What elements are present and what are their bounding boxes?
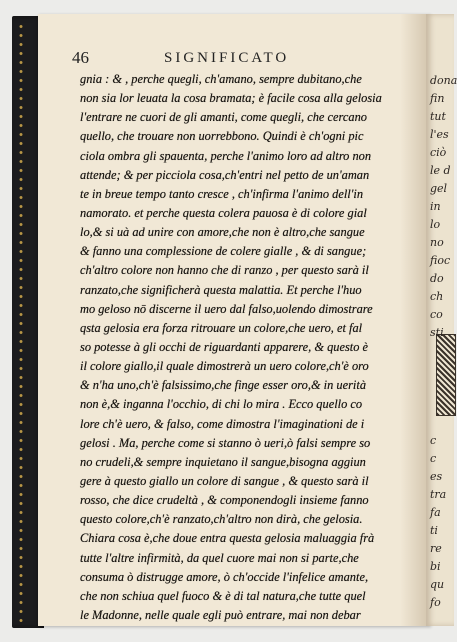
next-page-fragment: ciò [430,146,447,159]
text-line: gnia : & , perche quegli, ch'amano, sempre dubitano,che [80,72,362,86]
text-line: attende; & per picciola cosa,ch'entri nel petto de un'aman [80,167,370,182]
text-line: consuma ò distrugge amore, ò ch'occide l'infelice amante, [80,569,369,584]
body-text [80,70,412,625]
text-line: mo geloso nō discerne il uero dal falso,uolendo dimostrare [80,301,373,316]
text-line: non sia lor leuata la cosa bramata; è facile cosa alla gelosia [80,91,382,106]
text-line: ranzato,che significherà questa malattia. Et perche l'huo [80,282,362,297]
next-page-fragment: ch [430,290,444,303]
text-line: so potesse à gli occhi de riguardanti apparere, & questo è [80,339,369,354]
text-line: questo colore,ch'è ranzato,ch'altro non dirà, che gelosia. [80,512,363,527]
text-line: te in breue tempo tanto cresce , ch'infirma l'animo dell'in [80,186,364,201]
text-line: quello, che trouare non uorrebbono. Quindi è ch'ogni pic [80,129,364,144]
next-page-fragment: es [430,470,443,483]
page-header [72,48,372,70]
cover-gilt-ornament [17,22,25,622]
next-page-fragment: c [430,452,437,465]
next-page-fragment: in [430,200,441,213]
text-line: le Madonne, nelle quale egli può entrare, mai non debar [80,607,361,622]
next-page-fragment: sti [430,326,444,339]
text-line: no crudeli,& sempre inquietano il sangue,bisogna aggiun [80,454,366,469]
text-line: Chiara cosa è,che doue entra questa gelosia maluaggia frà [80,531,375,546]
next-page-fragment: fin [430,92,445,105]
next-page-fragment: tra [430,488,447,501]
next-page-fragment: ti [430,524,438,537]
text-line: non è,& inganna l'occhio, di chi lo mira . Ecco quello co [80,397,363,412]
text-line: tutte l'altre infirmità, da quel cuore mai non si parte,che [80,550,359,565]
next-page-fragment: dona [430,74,457,87]
next-page-woodcut-ornament [436,334,456,416]
next-page-fragment: c [430,434,437,447]
text-line: lo,& si uà ad unire con amore,che non è altro,che sangue [80,225,365,240]
next-page-fragment: tut [430,110,446,123]
running-head: SIGNIFICATO [164,50,290,66]
next-page-fragment: l'es [430,128,449,141]
page-number: 46 [72,48,89,67]
text-line: namorato. et perche questa colera pauosa è di colore gial [80,205,367,220]
text-line: rosso, che dice crudeltà , & componendogli insieme fanno [80,493,369,508]
next-page-fragment: co [430,308,443,321]
next-page-fragment: fa [430,506,441,519]
text-line: che non schiua quel fuoco & è di tal natura,che tutte quel [80,588,366,603]
next-page-fragment: fioc [430,254,451,267]
next-page-fragment: gel [430,182,448,195]
text-line: il colore giallo,il quale dimostrerà un uero colore,ch'è oro [80,359,369,374]
text-line: l'entrare ne cuori de gli amanti, come quegli, che cercano [80,110,367,125]
next-page-fragment: fo [430,596,441,609]
text-line: & fanno una complessione de colere gialle , & di sangue; [80,244,367,259]
text-line: gelosi . Ma, perche come si stanno ò ueri,ò falsi sempre so [80,435,371,450]
text-line: qsta gelosia era forza ritrouare un colore,che uero, et fal [80,320,363,335]
text-line: ciola ombra gli spauenta, perche l'animo loro ad altro non [80,148,372,163]
next-page-fragment: le d [430,164,451,177]
text-line: gere à questo giallo un colore di sangue , & questo sarà il [80,473,369,488]
text-line: lore ch'è uero, & falso, come dimostra l'imaginationi de i [80,416,365,431]
text-line: & n'ha uno,ch'è falsissimo,che finge esser oro,& in uerità [80,378,367,393]
next-page-fragment: do [430,272,444,285]
next-page-fragment: bi [430,560,441,573]
next-page-fragment: qu [430,578,445,591]
next-page-fragment: no [430,236,444,249]
next-page-fragment: lo [430,218,441,231]
text-line: ch'altro colore non hanno che di ranzo , per questo sarà il [80,263,369,278]
next-page-fragment: re [430,542,442,555]
next-page-edge [426,14,457,626]
